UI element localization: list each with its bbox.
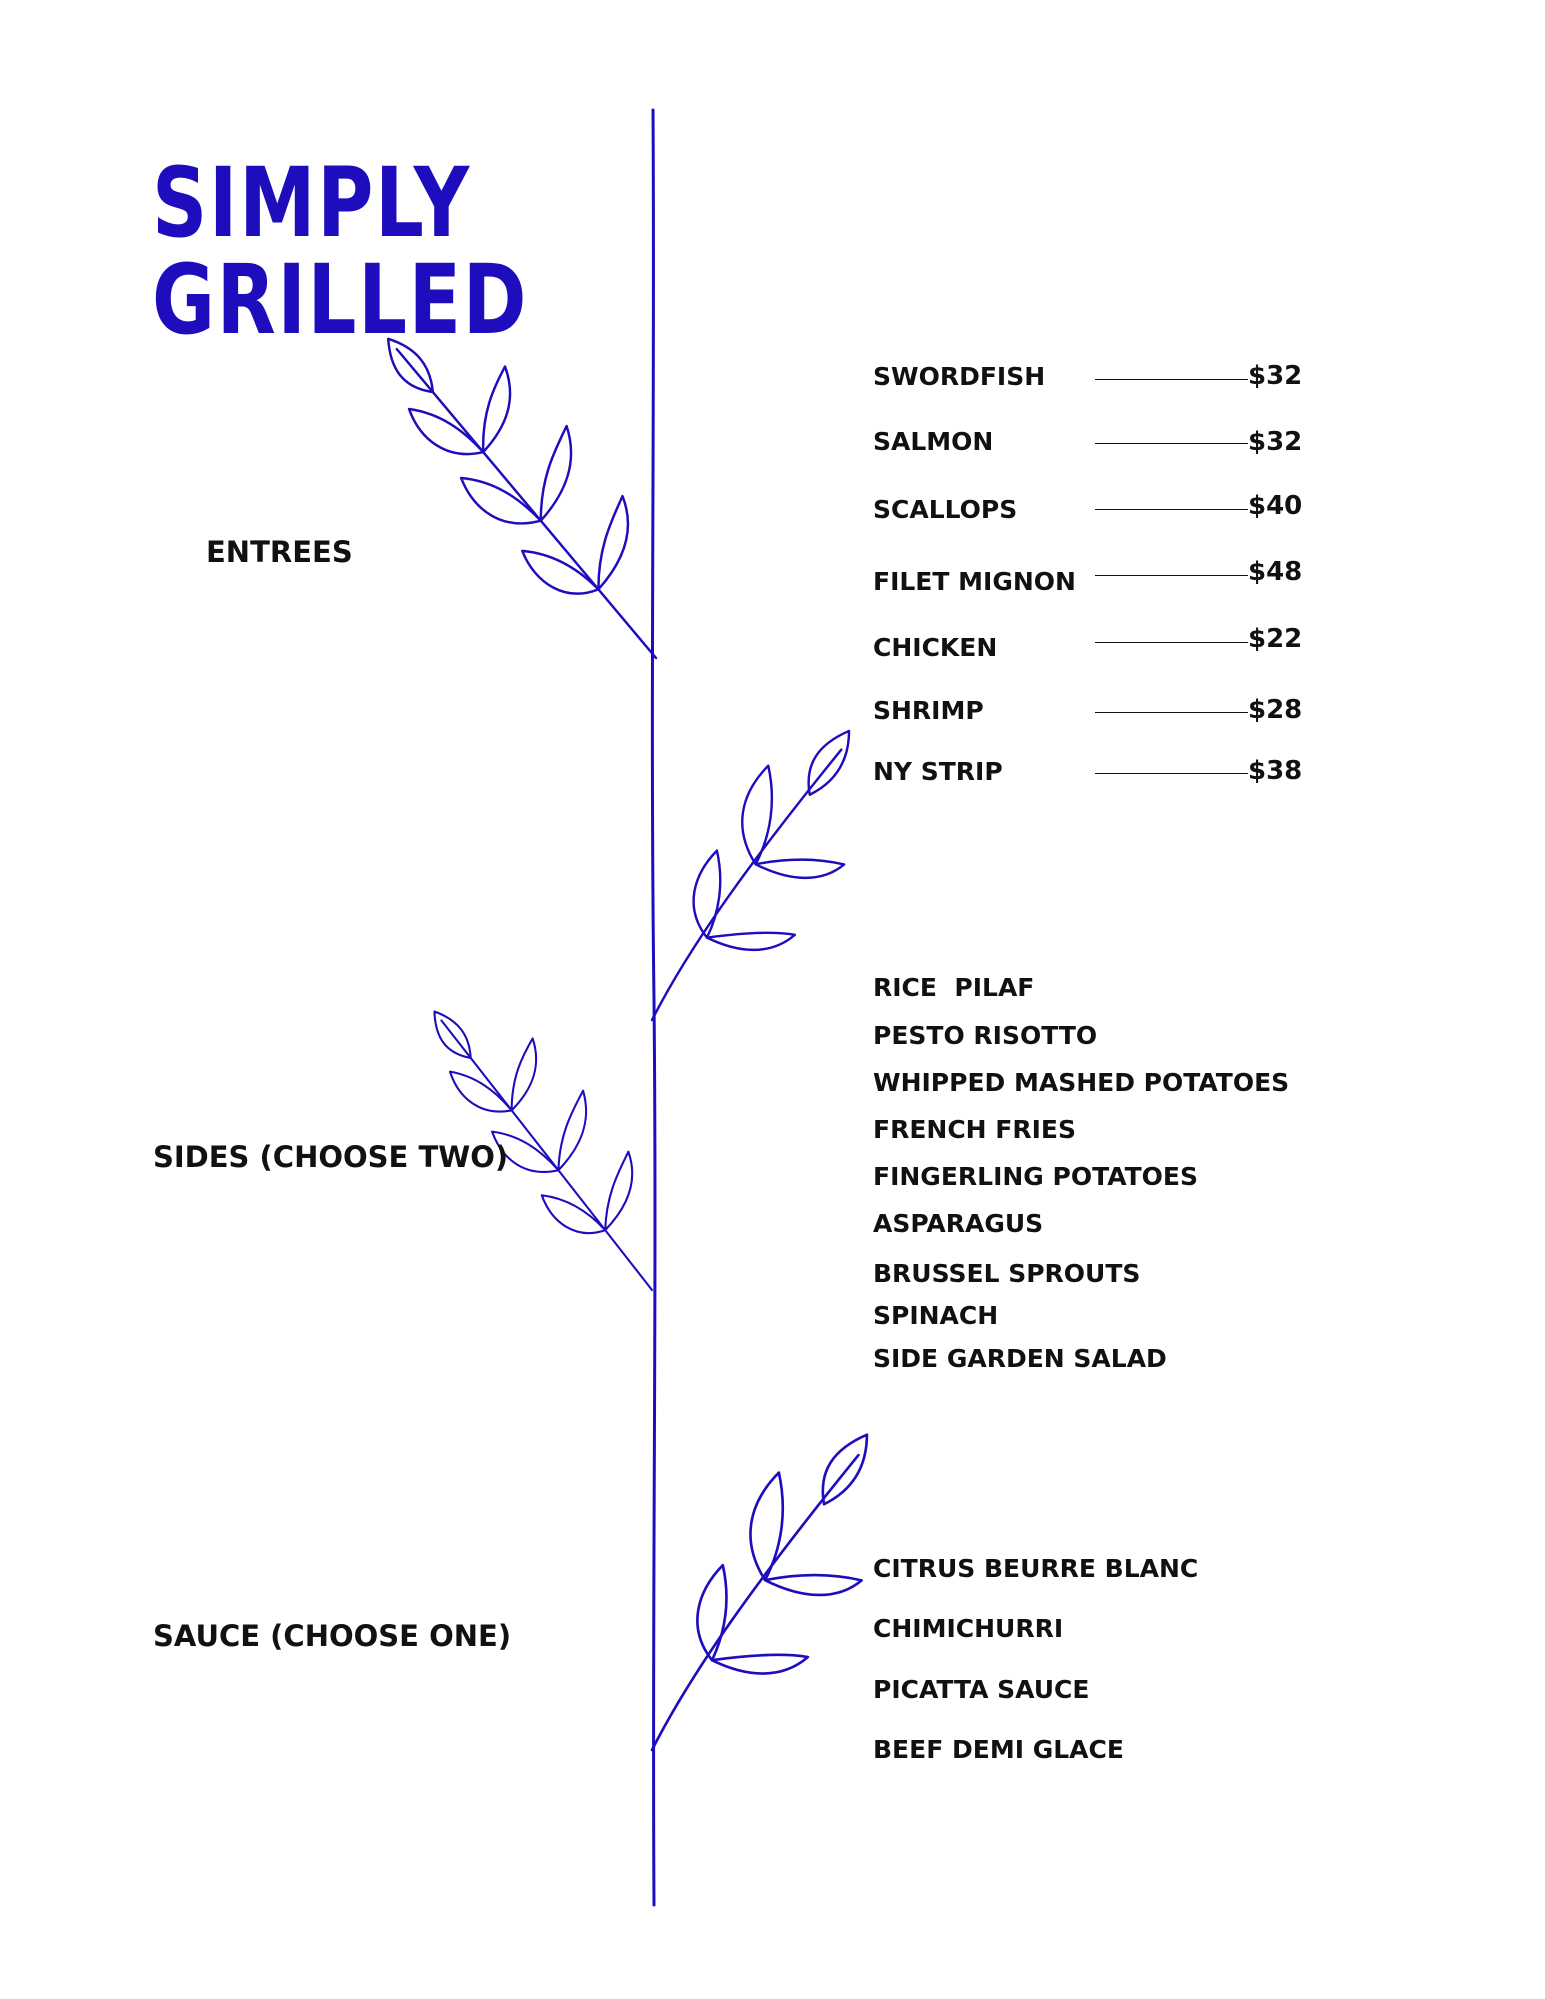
price-leader-line bbox=[1095, 509, 1248, 510]
price-leader-line bbox=[1095, 642, 1248, 643]
side-item: FINGERLING POTATOES bbox=[873, 1162, 1199, 1191]
side-item: ASPARAGUS bbox=[873, 1209, 1044, 1238]
entree-name: SWORDFISH bbox=[873, 362, 1046, 391]
price-leader-line bbox=[1095, 773, 1248, 774]
sauce-item: PICATTA SAUCE bbox=[873, 1675, 1090, 1704]
side-item: WHIPPED MASHED POTATOES bbox=[873, 1068, 1290, 1097]
side-item: SPINACH bbox=[873, 1301, 999, 1330]
sauce-item: BEEF DEMI GLACE bbox=[873, 1735, 1124, 1764]
entree-name: NY STRIP bbox=[873, 757, 1003, 786]
side-item: BRUSSEL SPROUTS bbox=[873, 1259, 1141, 1288]
price-leader-line bbox=[1095, 379, 1248, 380]
entree-name: FILET MIGNON bbox=[873, 567, 1076, 596]
entree-price: $38 bbox=[1248, 756, 1303, 786]
section-label-sides: SIDES (CHOOSE TWO) bbox=[153, 1140, 509, 1174]
entree-name: SCALLOPS bbox=[873, 495, 1018, 524]
sauce-item: CITRUS BEURRE BLANC bbox=[873, 1554, 1199, 1583]
section-label-entrees: ENTREES bbox=[206, 535, 353, 569]
side-item: SIDE GARDEN SALAD bbox=[873, 1344, 1167, 1373]
section-label-sauce: SAUCE (CHOOSE ONE) bbox=[153, 1619, 512, 1653]
entree-name: SALMON bbox=[873, 427, 994, 456]
entree-price: $32 bbox=[1248, 427, 1303, 457]
title-line-1: SIMPLY bbox=[152, 147, 471, 259]
entree-price: $22 bbox=[1248, 624, 1303, 654]
vine-stem bbox=[652, 110, 655, 1905]
entree-price: $40 bbox=[1248, 491, 1303, 521]
entree-price: $32 bbox=[1248, 361, 1303, 391]
side-item: FRENCH FRIES bbox=[873, 1115, 1077, 1144]
entree-price: $28 bbox=[1248, 695, 1303, 725]
title-line-2: GRILLED bbox=[152, 244, 529, 356]
price-leader-line bbox=[1095, 575, 1248, 576]
price-leader-line bbox=[1095, 712, 1248, 713]
side-item: RICE PILAF bbox=[873, 973, 1035, 1002]
entree-name: CHICKEN bbox=[873, 633, 998, 662]
sauce-item: CHIMICHURRI bbox=[873, 1614, 1064, 1643]
entree-name: SHRIMP bbox=[873, 696, 984, 725]
side-item: PESTO RISOTTO bbox=[873, 1021, 1098, 1050]
price-leader-line bbox=[1095, 443, 1248, 444]
entree-price: $48 bbox=[1248, 557, 1303, 587]
